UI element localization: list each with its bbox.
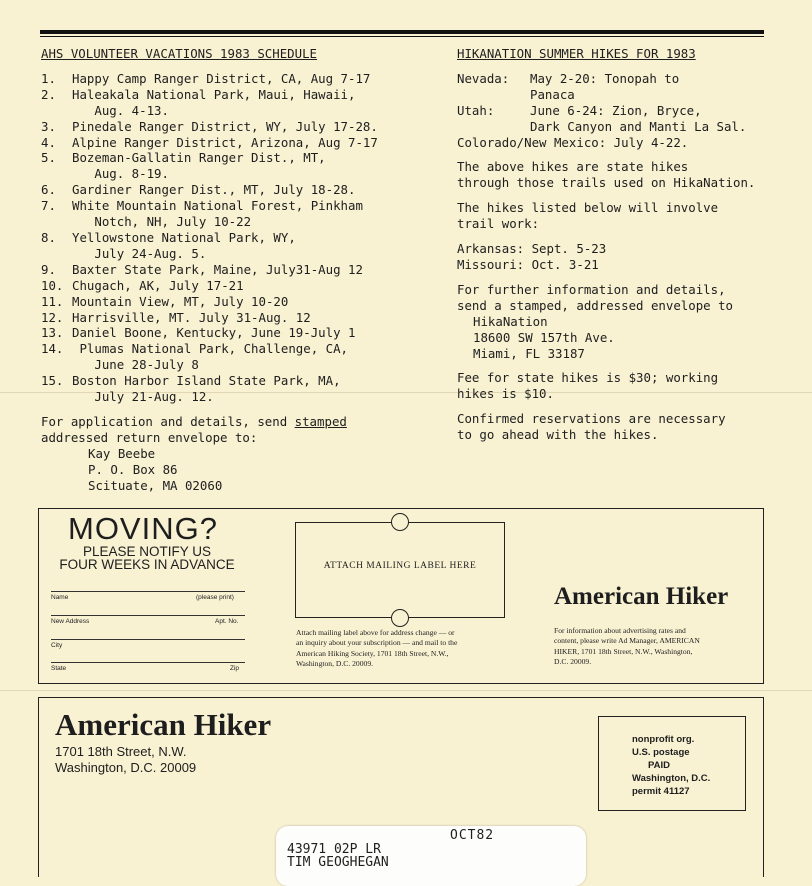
new-address-label: New Address [51,618,90,625]
address-line: P. O. Box 86 [88,461,178,477]
utah-places: Dark Canyon and Manti La Sal. [530,118,747,134]
stamp-date: OCT82 [450,828,495,843]
schedule-item-text [72,135,441,151]
note-line: Washington, D.C. 20009. [296,658,374,668]
top-rule [40,30,764,34]
schedule-item-number: 5. [41,150,56,166]
schedule-item-text [72,325,441,341]
address-line: Scituate, MA 02060 [88,477,223,493]
trail-work-intro [457,200,797,232]
address-field[interactable] [51,615,245,616]
schedule-item-number: 15. [41,373,64,389]
note-line: The above hikes are state hikes [457,159,689,175]
schedule-item-line: Aug. 4-13. [72,102,169,118]
schedule-item-text [72,198,441,230]
schedule-item-number: 7. [41,198,56,214]
note-line: hikes is $10. [457,386,554,402]
schedule-item-line: White Mountain National Forest, Pinkham [72,198,363,214]
schedule-item-line: Daniel Boone, Kentucky, June 19-July 1 [72,325,356,341]
postage-line: permit 41127 [632,786,690,797]
schedule-item-text [72,150,441,182]
label-notch-top [391,513,409,531]
schedule-item-number: 13. [41,325,64,341]
fee-note [457,370,797,402]
schedule-item-number: 10. [41,277,64,293]
hikanation-section [457,46,797,443]
note-line: to go ahead with the hikes. [457,427,659,443]
utah-entry [457,103,797,135]
schedule-item-line: Plumas National Park, Challenge, CA, [72,341,349,357]
application-text: For application and details, send [41,413,295,429]
schedule-item-text [72,230,441,262]
schedule-item-line: July 21-Aug. 12. [72,389,214,405]
moving-title: MOVING? [68,511,218,546]
further-info [457,282,797,314]
schedule-item-number: 2. [41,86,56,102]
note-line: Fee for state hikes is $30; working [457,370,719,386]
name-label: Name [51,594,69,601]
schedule-item-line: Happy Camp Ranger District, CA, Aug 7-17 [72,70,371,86]
schedule-item-line: Yellowstone National Park, WY, [72,229,296,245]
application-text-2: addressed return envelope to: [41,429,258,445]
note-line: trail work: [457,216,540,232]
label-line: TIM GEOGHEGAN [287,855,389,870]
address-line: 1701 18th Street, N.W. [55,744,187,759]
top-rule-thin [40,36,764,37]
utah-dates: June 6-24: Zion, Bryce, [530,102,702,118]
schedule-item [41,135,441,151]
schedule-item [41,373,441,405]
stamped-word: stamped [294,413,347,429]
note-line: Attach mailing label above for address change — or [296,628,455,637]
reservations-note [457,411,797,443]
address-line: Washington, D.C. 20009 [55,759,197,775]
note-line: Confirmed reservations are necessary [457,411,726,427]
schedule-item-line: Baxter State Park, Maine, July31-Aug 12 [72,261,363,277]
volunteer-schedule-list [41,71,441,405]
schedule-item-text [72,373,441,405]
schedule-item-line: Aug. 8-19. [72,166,169,182]
schedule-item-line: Gardiner Ranger Dist., MT, July 18-28. [72,182,356,198]
label-notch-bottom [391,609,409,627]
address-line: Kay Beebe [88,445,156,461]
postage-line: Washington, D.C. [632,773,711,784]
schedule-item [41,150,441,182]
subtitle-line: PLEASE NOTIFY US [82,544,212,559]
note-line: For information about advertising rates and [554,626,686,635]
volunteer-address [41,446,441,494]
address-line: HikaNation [473,313,548,329]
schedule-item [41,278,441,294]
volunteer-vacations-section [41,46,441,493]
name-field[interactable] [51,591,245,592]
postage-text [632,733,710,798]
schedule-item-text [72,182,441,198]
subtitle-line: FOUR WEEKS IN ADVANCE [59,557,235,572]
city-field[interactable] [51,639,245,640]
apt-label: Apt. No. [215,618,239,625]
schedule-item [41,119,441,135]
missouri-entry: Missouri: Oct. 3-21 [457,256,599,272]
schedule-item-line: Bozeman-Gallatin Ranger Dist., MT, [72,150,326,166]
postage-line: PAID [648,760,670,771]
schedule-item-line: Alpine Ranger District, Arizona, Aug 7-17 [72,134,378,150]
schedule-item [41,294,441,310]
moving-subtitle [50,545,244,571]
schedule-item-line: July 24-Aug. 5. [72,245,207,261]
schedule-item-number: 4. [41,134,56,150]
note-line: D.C. 20009. [554,656,592,666]
hikanation-address [457,314,797,362]
note-line: through those trails used on HikaNation. [457,175,756,191]
state-zip-field[interactable] [51,662,245,663]
attach-note [296,628,516,669]
address-line: Miami, FL 33187 [473,345,585,361]
schedule-item-text [72,310,441,326]
arkansas-entry: Arkansas: Sept. 5-23 [457,241,607,257]
hikanation-heading: HIKANATION SUMMER HIKES FOR 1983 [457,46,696,61]
please-print-label: (please print) [196,594,234,601]
volunteer-heading: AHS VOLUNTEER VACATIONS 1983 SCHEDULE [41,46,318,61]
label-line: 43971 02P LR [287,842,381,857]
schedule-item-line: Boston Harbor Island State Park, MA, [72,373,341,389]
paper-fold [0,392,812,393]
return-address [55,744,196,775]
schedule-item [41,182,441,198]
brand-logo-small: American Hiker [554,583,729,610]
note-line: The hikes listed below will involve [457,200,719,216]
zip-label: Zip [230,665,240,672]
state-label: State [51,665,67,672]
schedule-item-text [72,294,441,310]
schedule-item-number: 3. [41,118,56,134]
schedule-item-number: 11. [41,293,64,309]
schedule-item-number: 9. [41,261,56,277]
schedule-item [41,341,441,373]
note-line: American Hiking Society, 1701 18th Street, N.W., [296,648,449,658]
schedule-item-line: Pinedale Ranger District, WY, July 17-28. [72,118,378,134]
schedule-item-text [72,87,441,119]
postage-line: nonprofit org. [632,734,695,745]
schedule-item-number: 12. [41,309,64,325]
schedule-item-text [72,119,441,135]
schedule-item-number: 1. [41,70,56,86]
mailing-label-text [287,843,389,869]
schedule-item [41,230,441,262]
state-hikes-note [457,159,797,191]
ad-note [554,626,754,667]
address-line: 18600 SW 157th Ave. [473,329,615,345]
schedule-item-text [72,278,441,294]
schedule-item-text [72,341,441,373]
trail-work-hikes [457,241,797,273]
utah-label: Utah: [457,102,495,118]
paper-fold [0,690,812,691]
note-line: HIKER, 1701 18th Street, N.W., Washington, [554,646,693,656]
note-line: For further information and details, [457,281,726,297]
nevada-entry [457,71,797,103]
schedule-item [41,262,441,278]
city-label: City [51,642,63,649]
postage-line: U.S. postage [632,747,690,758]
schedule-item [41,198,441,230]
nevada-dates: May 2-20: Tonopah to [530,70,680,86]
schedule-item-line: Haleakala National Park, Maui, Hawaii, [72,86,356,102]
schedule-item [41,310,441,326]
schedule-item-line: Mountain View, MT, July 10-20 [72,293,289,309]
brand-logo-large: American Hiker [55,707,272,742]
nevada-label: Nevada: [457,70,510,86]
schedule-item-line: June 28-July 8 [72,357,199,373]
note-line: content, please write Ad Manager, AMERICAN [554,636,700,646]
schedule-item [41,325,441,341]
application-instructions [41,414,441,446]
attach-label-text: ATTACH MAILING LABEL HERE [323,561,477,571]
schedule-item-number: 6. [41,182,56,198]
schedule-item-number: 8. [41,229,56,245]
schedule-item-line: Notch, NH, July 10-22 [72,214,252,230]
colorado-entry: Colorado/New Mexico: July 4-22. [457,134,689,150]
schedule-item-line: Chugach, AK, July 17-21 [72,277,244,293]
schedule-item [41,71,441,87]
schedule-item [41,87,441,119]
schedule-item-text [72,71,441,87]
schedule-item-text [72,262,441,278]
schedule-item-number: 14. [41,341,64,357]
note-line: send a stamped, addressed envelope to [457,297,734,313]
note-line: an inquiry about your subscription — and mail to the [296,638,458,648]
nevada-place: Panaca [530,86,575,102]
schedule-item-line: Harrisville, MT. July 31-Aug. 12 [72,309,311,325]
